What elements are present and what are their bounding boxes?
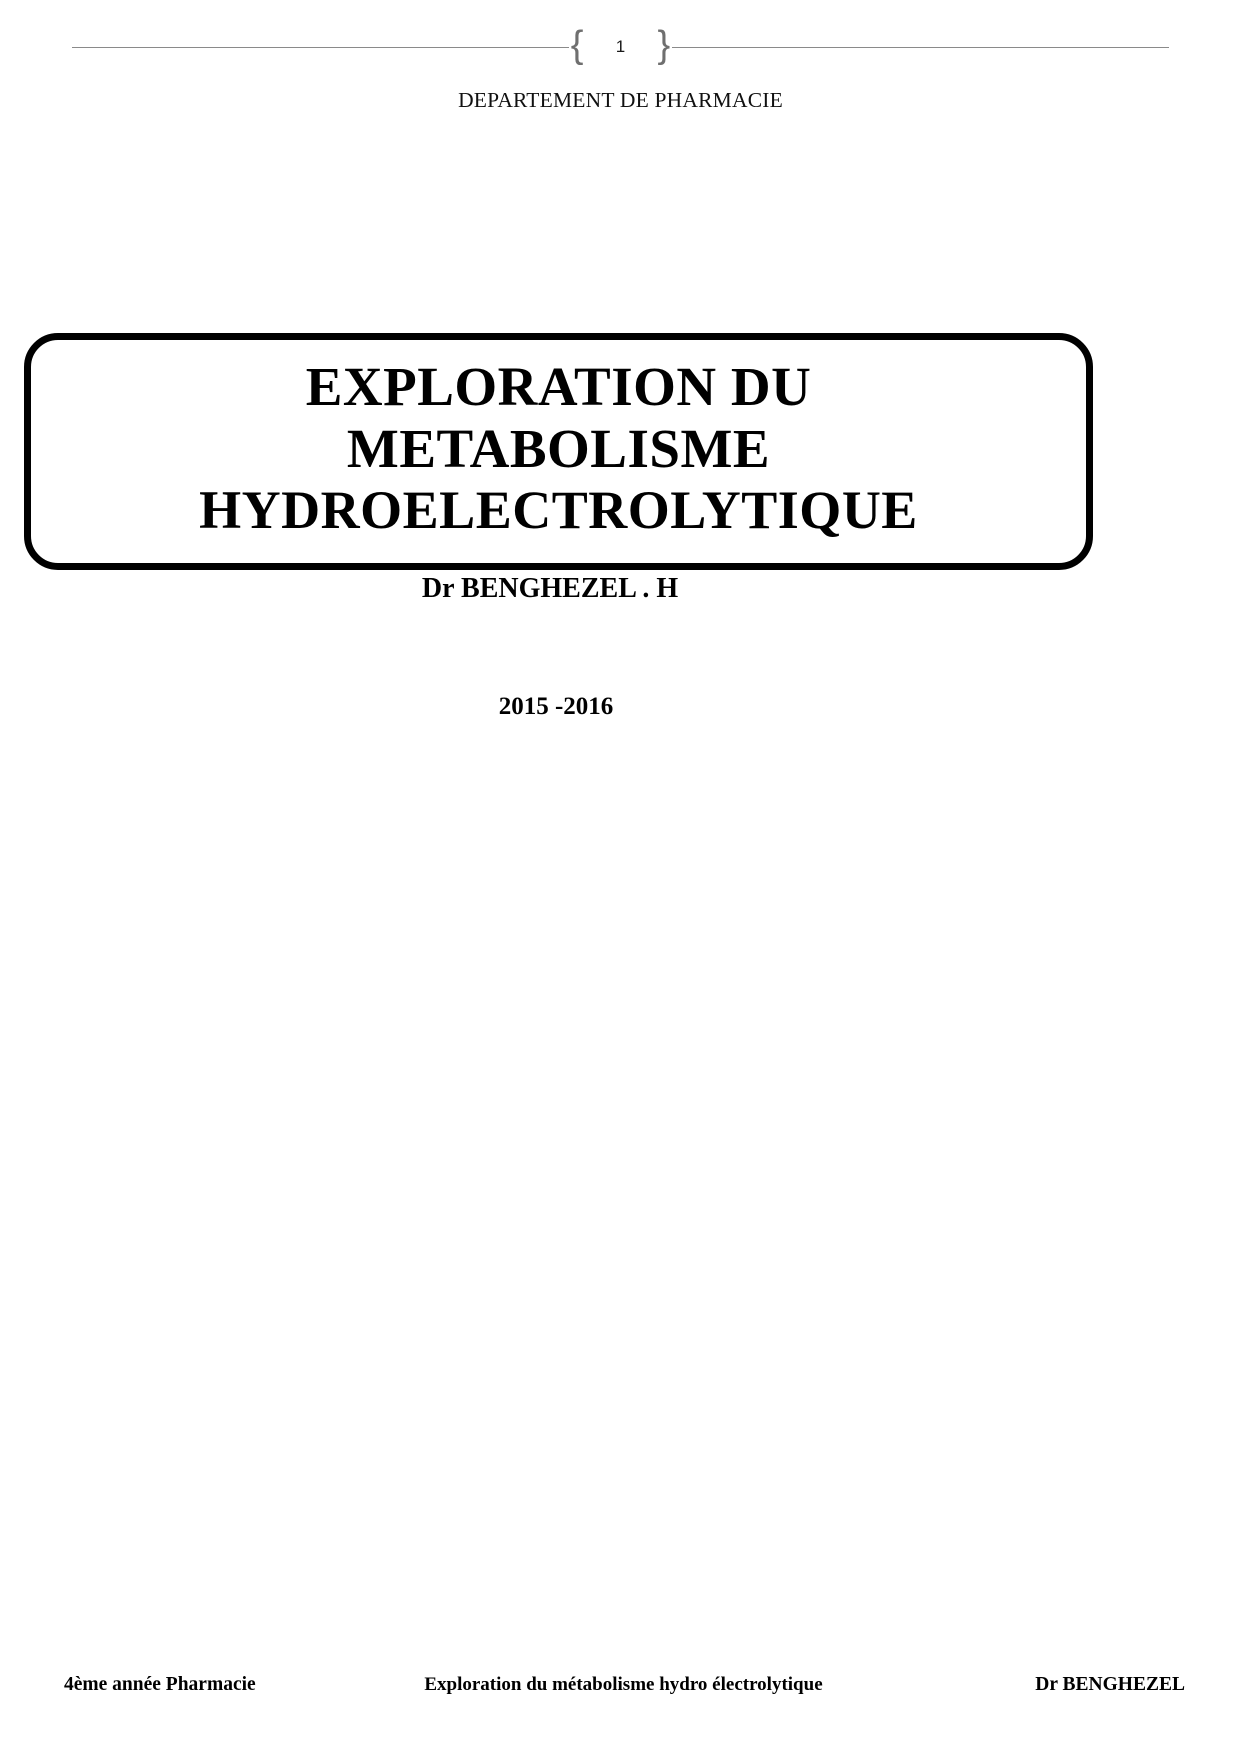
footer-right-text: Dr BENGHEZEL	[1035, 1674, 1185, 1695]
page-footer	[64, 1674, 1185, 1696]
page-number: 1	[615, 37, 626, 56]
page-title-line-3: HYDROELECTROLYTIQUE	[199, 480, 918, 541]
footer-left-text: 4ème année Pharmacie	[64, 1674, 256, 1695]
brace-right-icon: }	[657, 24, 671, 66]
title-box	[24, 333, 1093, 570]
header-rule-right	[672, 47, 1169, 48]
brace-left-icon: {	[570, 24, 584, 66]
page-title-line-1: EXPLORATION DU	[305, 356, 812, 417]
academic-year: 2015 -2016	[498, 693, 614, 720]
author-name: Dr BENGHEZEL . H	[421, 573, 679, 604]
page-title-line-2: METABOLISME	[346, 418, 771, 480]
footer-center-text: Exploration du métabolisme hydro électrolytique	[424, 1674, 823, 1695]
department-label: DEPARTEMENT DE PHARMACIE	[458, 88, 783, 112]
page-header	[72, 26, 1169, 68]
header-rule-left	[72, 47, 569, 48]
